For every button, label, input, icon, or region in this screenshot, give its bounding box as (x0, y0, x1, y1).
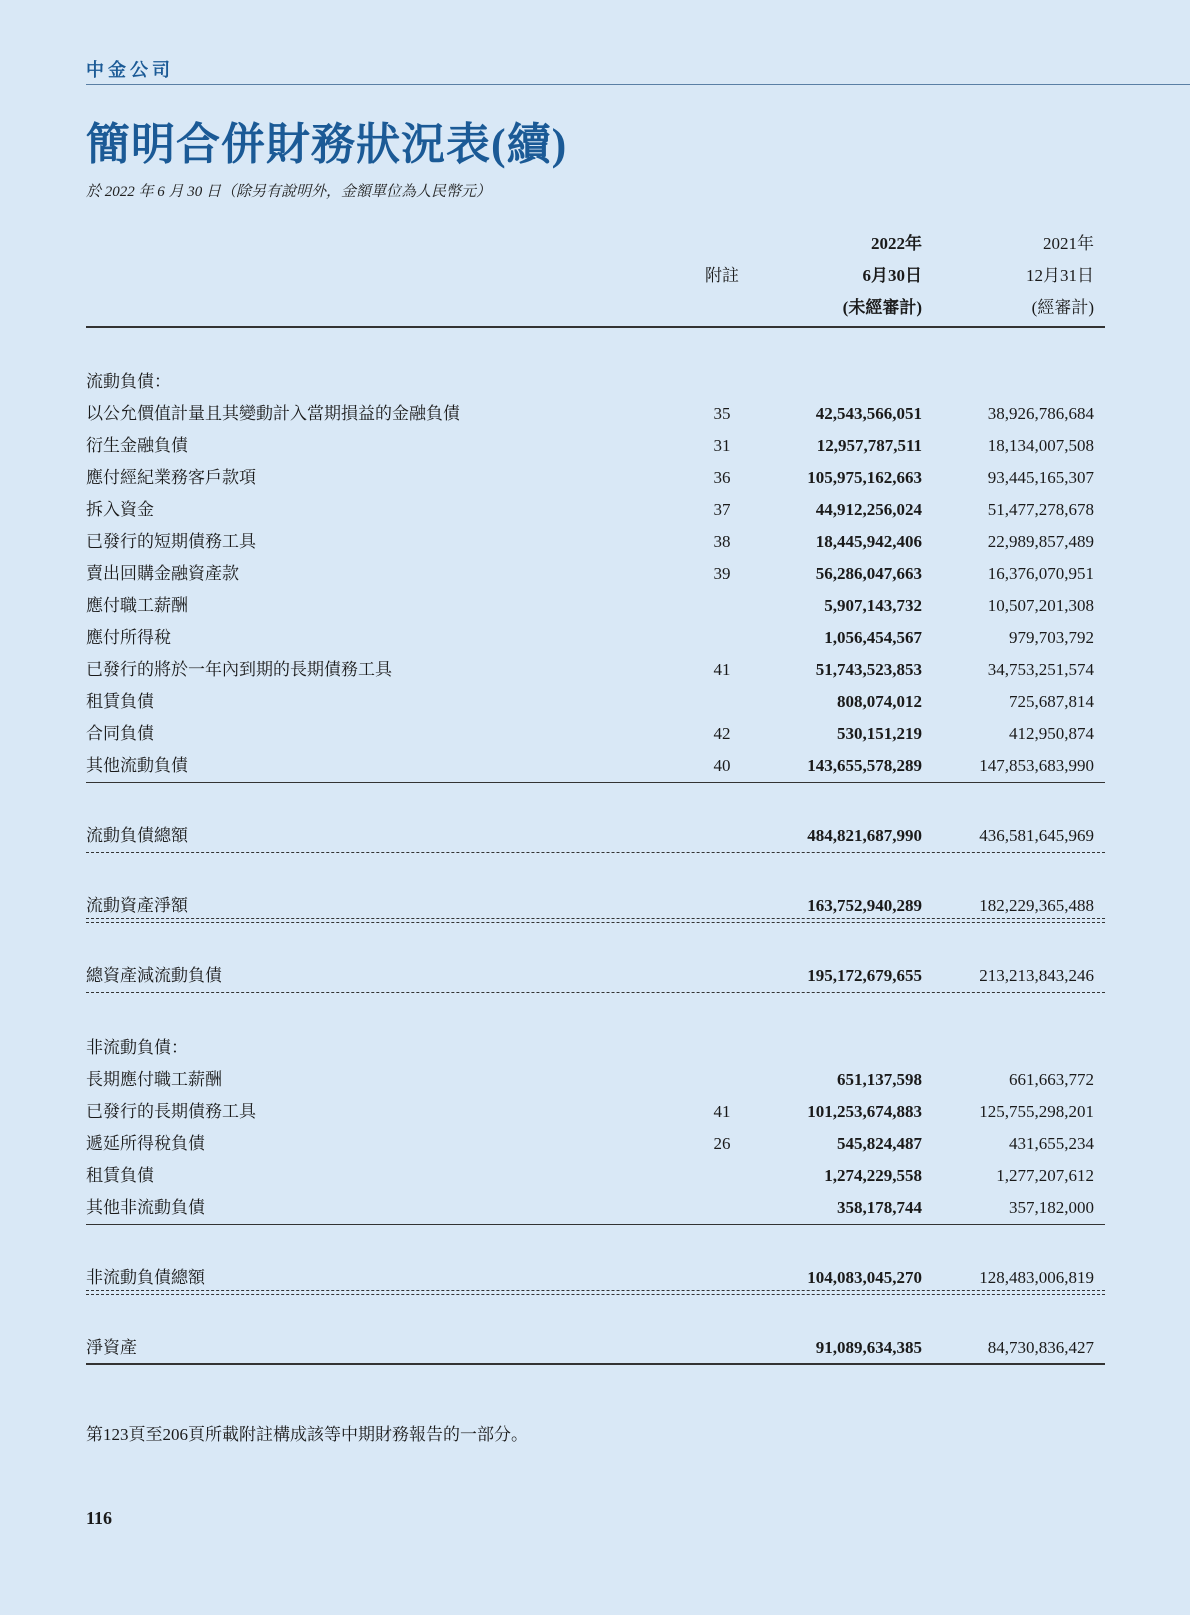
table-row (86, 494, 1105, 526)
table-row (86, 654, 1105, 686)
table-row (86, 1160, 1105, 1192)
row-note: 31 (713, 436, 731, 455)
row-note: 37 (713, 500, 731, 519)
dashed-rule (86, 992, 1105, 993)
table-row (86, 1128, 1105, 1160)
column-header-current-date: 6月30日 (862, 266, 922, 285)
row-prior-value: 357,182,000 (1009, 1198, 1094, 1217)
row-current-value: 91,089,634,385 (815, 1338, 922, 1357)
row-current-value: 163,752,940,289 (807, 896, 922, 915)
row-current-value: 545,824,487 (837, 1134, 922, 1153)
row-label: 租賃負債 (86, 1166, 154, 1185)
row-label: 遞延所得稅負債 (86, 1134, 205, 1153)
row-note: 38 (713, 532, 731, 551)
row-label: 長期應付職工薪酬 (86, 1070, 222, 1089)
row-prior-value: 661,663,772 (1009, 1070, 1094, 1089)
row-label: 拆入資金 (86, 500, 154, 519)
row-prior-value: 725,687,814 (1009, 692, 1094, 711)
row-label: 賣出回購金融資產款 (86, 564, 239, 583)
company-name: 中金公司 (86, 60, 174, 80)
row-prior-value: 1,277,207,612 (996, 1166, 1094, 1185)
row-label: 應付職工薪酬 (86, 596, 188, 615)
row-prior-value: 128,483,006,819 (979, 1268, 1094, 1287)
dashed-rule (86, 1290, 1105, 1291)
row-current-value: 484,821,687,990 (807, 826, 922, 845)
table-row (86, 686, 1105, 718)
row-prior-value: 436,581,645,969 (979, 826, 1094, 845)
section-heading-label: 流動負債： (86, 372, 171, 391)
table-row (86, 462, 1105, 494)
row-prior-value: 18,134,007,508 (987, 436, 1094, 455)
row-current-value: 12,957,787,511 (816, 436, 922, 455)
table-row (86, 398, 1105, 430)
row-current-value: 105,975,162,663 (807, 468, 922, 487)
total-assets-less-current-liabilities-row (86, 960, 1105, 992)
row-label: 已發行的短期債務工具 (86, 532, 256, 551)
row-label: 以公允價值計量且其變動計入當期損益的金融負債 (86, 404, 460, 423)
table-row (86, 526, 1105, 558)
row-prior-value: 51,477,278,678 (987, 500, 1094, 519)
row-note: 40 (713, 756, 731, 775)
row-prior-value: 147,853,683,990 (979, 756, 1094, 775)
row-current-value: 1,274,229,558 (824, 1166, 922, 1185)
row-prior-value: 182,229,365,488 (979, 896, 1094, 915)
row-current-value: 1,056,454,567 (824, 628, 922, 647)
row-prior-value: 125,755,298,201 (979, 1102, 1094, 1121)
row-note: 41 (713, 1102, 731, 1121)
column-header-current-status: (未經審計) (842, 298, 922, 317)
column-header-prior-year: 2021年 (1043, 234, 1094, 253)
row-prior-value: 10,507,201,308 (987, 596, 1094, 615)
row-current-value: 530,151,219 (837, 724, 922, 743)
row-current-value: 42,543,566,051 (815, 404, 922, 423)
row-note: 41 (713, 660, 731, 679)
table-row (86, 558, 1105, 590)
column-header-current-year: 2022年 (871, 234, 922, 253)
net-assets-row (86, 1332, 1105, 1364)
table-row (86, 718, 1105, 750)
row-current-value: 143,655,578,289 (807, 756, 922, 775)
row-prior-value: 412,950,874 (1009, 724, 1094, 743)
row-prior-value: 38,926,786,684 (987, 404, 1094, 423)
row-prior-value: 93,445,165,307 (987, 468, 1094, 487)
row-note: 42 (713, 724, 731, 743)
row-label: 流動負債總額 (86, 826, 188, 845)
header-rule-bottom (86, 326, 1105, 328)
footnote: 第123頁至206頁所載附註構成該等中期財務報告的一部分。 (86, 1425, 528, 1444)
row-label: 淨資產 (86, 1338, 137, 1357)
dashed-rule (86, 852, 1105, 853)
section-heading-label: 非流動負債： (86, 1038, 188, 1057)
table-row (86, 622, 1105, 654)
total-current-liabilities-row (86, 820, 1105, 852)
row-prior-value: 84,730,836,427 (987, 1338, 1094, 1357)
row-label: 其他流動負債 (86, 756, 188, 775)
row-current-value: 51,743,523,853 (815, 660, 922, 679)
page-title: 簡明合併財務狀況表(續) (86, 120, 568, 169)
dashed-rule (86, 1294, 1105, 1295)
page-number: 116 (86, 1508, 113, 1528)
table-row (86, 1192, 1105, 1224)
row-prior-value: 16,376,070,951 (987, 564, 1094, 583)
column-header-note: 附註 (705, 266, 739, 285)
row-prior-value: 22,989,857,489 (987, 532, 1094, 551)
row-prior-value: 213,213,843,246 (979, 966, 1094, 985)
row-label: 應付所得稅 (86, 628, 171, 647)
row-current-value: 101,253,674,883 (807, 1102, 922, 1121)
row-current-value: 808,074,012 (837, 692, 922, 711)
row-label: 租賃負債 (86, 692, 154, 711)
table-row (86, 1096, 1105, 1128)
dashed-rule (86, 922, 1105, 923)
row-note: 26 (713, 1134, 731, 1153)
row-label: 合同負債 (86, 724, 154, 743)
row-note: 35 (713, 404, 731, 423)
column-header-prior-date: 12月31日 (1026, 266, 1094, 285)
row-current-value: 651,137,598 (837, 1070, 922, 1089)
row-current-value: 195,172,679,655 (807, 966, 922, 985)
net-assets-rule (86, 1363, 1105, 1365)
row-current-value: 5,907,143,732 (824, 596, 922, 615)
subtotal-rule (86, 1224, 1105, 1225)
row-current-value: 44,912,256,024 (815, 500, 922, 519)
row-current-value: 56,286,047,663 (815, 564, 922, 583)
row-label: 總資產減流動負債 (86, 966, 222, 985)
row-label: 應付經紀業務客戶款項 (86, 468, 256, 487)
row-label: 流動資產淨額 (86, 896, 188, 915)
table-row (86, 750, 1105, 782)
row-label: 已發行的將於一年內到期的長期債務工具 (86, 660, 392, 679)
row-current-value: 104,083,045,270 (807, 1268, 922, 1287)
row-label: 已發行的長期債務工具 (86, 1102, 256, 1121)
row-label: 其他非流動負債 (86, 1198, 205, 1217)
row-label: 衍生金融負債 (86, 436, 188, 455)
row-current-value: 18,445,942,406 (815, 532, 922, 551)
row-note: 36 (713, 468, 731, 487)
column-header-prior-status: (經審計) (1031, 298, 1094, 317)
page-subtitle: 於 2022 年 6 月 30 日（除另有說明外，金額單位為人民幣元） (86, 184, 492, 200)
header-rule (86, 84, 1190, 85)
table-row (86, 590, 1105, 622)
row-note: 39 (713, 564, 731, 583)
row-prior-value: 431,655,234 (1009, 1134, 1094, 1153)
row-current-value: 358,178,744 (837, 1198, 922, 1217)
table-row (86, 1064, 1105, 1096)
row-prior-value: 34,753,251,574 (987, 660, 1094, 679)
subtotal-rule (86, 782, 1105, 783)
section-heading-non-current-liabilities (86, 1032, 1105, 1064)
section-heading-current-liabilities (86, 366, 1105, 398)
row-prior-value: 979,703,792 (1009, 628, 1094, 647)
table-row (86, 430, 1105, 462)
dashed-rule (86, 918, 1105, 919)
row-label: 非流動負債總額 (86, 1268, 205, 1287)
